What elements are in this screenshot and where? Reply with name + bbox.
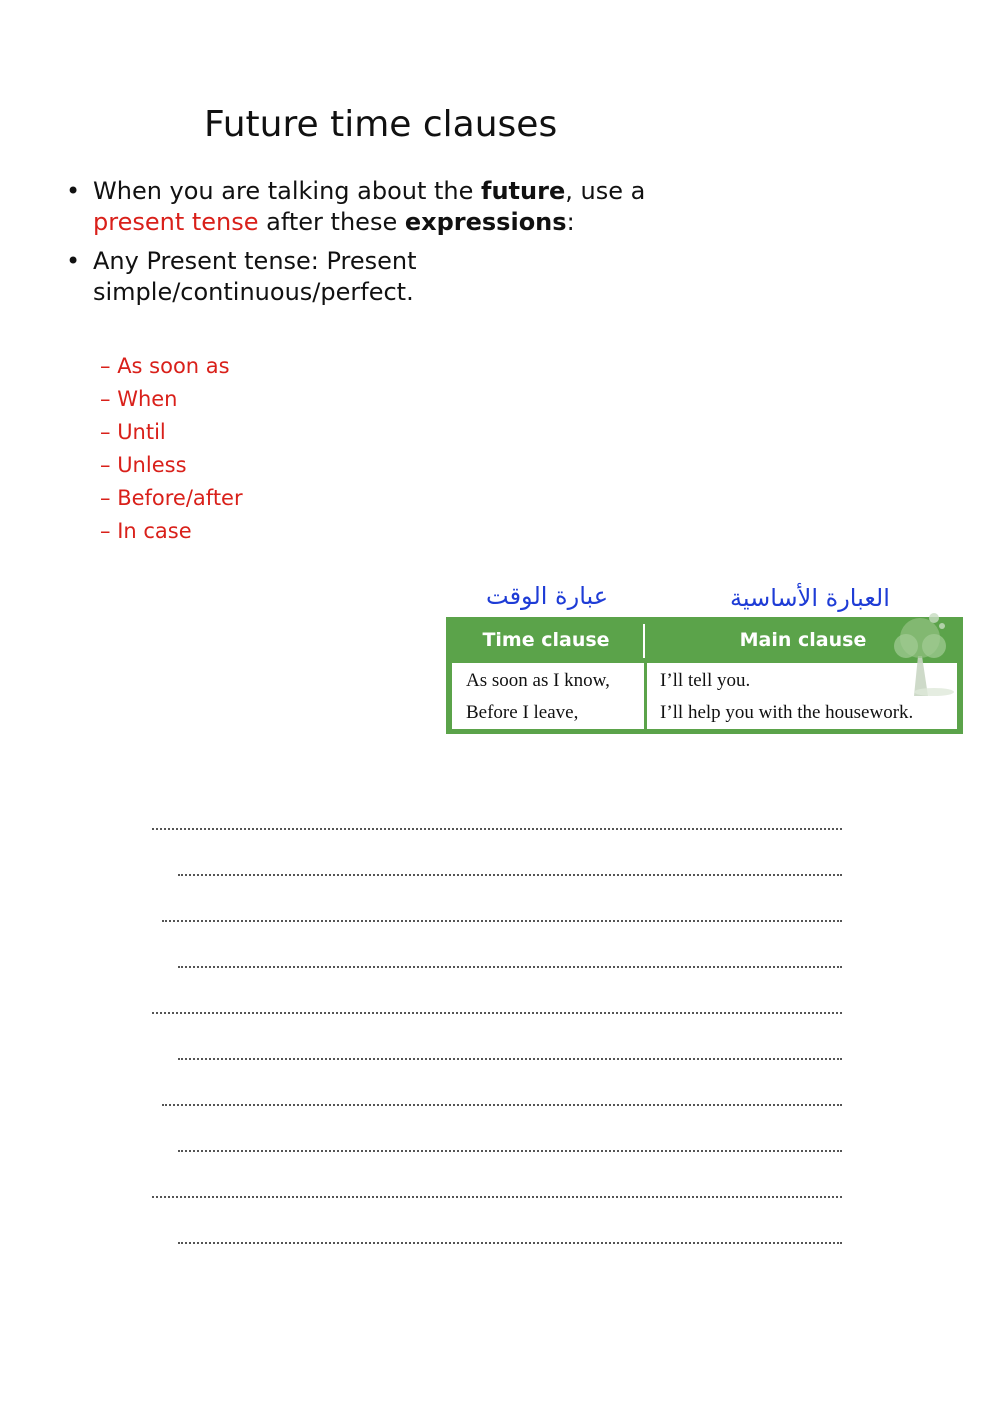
expression-text: Unless	[117, 453, 187, 477]
page-title: Future time clauses	[204, 104, 558, 145]
answer-line-9[interactable]	[152, 1188, 842, 1198]
tree-decoration-icon	[884, 604, 954, 696]
bullet-text-part: after these	[258, 208, 405, 236]
expression-item: – In case	[100, 519, 192, 543]
bullet-dot-icon: •	[66, 247, 81, 275]
bullet-text	[93, 246, 646, 308]
bullet-text	[93, 176, 646, 238]
answer-line-4[interactable]	[178, 958, 842, 968]
arabic-label-main-clause: العبارة الأساسية	[730, 584, 890, 612]
table-cell: As soon as I know,	[466, 670, 610, 691]
expression-text: In case	[117, 519, 192, 543]
answer-line-8[interactable]	[178, 1142, 842, 1152]
answer-line-2[interactable]	[178, 866, 842, 876]
bullet-text-line: simple/continuous/perfect.	[93, 278, 414, 306]
expression-item: – Before/after	[100, 486, 243, 510]
bullet-text-part: , use a	[565, 177, 646, 205]
table-divider	[643, 624, 645, 658]
table-cell: Before I leave,	[466, 702, 579, 723]
bullet-item-1	[66, 176, 646, 238]
bullet-dot-icon: •	[66, 177, 81, 205]
expression-text: When	[117, 387, 178, 411]
bullet-text-bold: expressions	[404, 208, 567, 236]
answer-line-10[interactable]	[178, 1234, 842, 1244]
table-divider	[644, 663, 647, 729]
bullet-text-bold: future	[481, 177, 566, 205]
table-header-main-clause: Main clause	[739, 629, 867, 651]
bullet-text-red: present tense	[93, 208, 259, 236]
expression-item: – As soon as	[100, 354, 230, 378]
expression-text: Until	[117, 420, 166, 444]
expression-item: – When	[100, 387, 178, 411]
expression-text: As soon as	[117, 354, 230, 378]
answer-line-3[interactable]	[162, 912, 842, 922]
bullet-text-line: Any Present tense: Present	[93, 247, 417, 275]
bullet-text-part: When you are talking about the	[93, 177, 482, 205]
bullet-item-2	[66, 246, 646, 308]
bullet-text-part: :	[566, 208, 575, 236]
table-cell: I’ll tell you.	[660, 670, 751, 691]
table-body	[452, 663, 957, 729]
table-header-time-clause: Time clause	[482, 629, 610, 651]
arabic-label-time-clause: عبارة الوقت	[486, 582, 609, 610]
expression-list	[100, 350, 243, 548]
expression-item: – Until	[100, 420, 166, 444]
expression-text: Before/after	[117, 486, 243, 510]
answer-line-7[interactable]	[162, 1096, 842, 1106]
answer-line-5[interactable]	[152, 1004, 842, 1014]
table-cell: I’ll help you with the housework.	[660, 702, 914, 723]
expression-item: – Unless	[100, 453, 187, 477]
answer-line-6[interactable]	[178, 1050, 842, 1060]
answer-line-1[interactable]	[152, 820, 842, 830]
